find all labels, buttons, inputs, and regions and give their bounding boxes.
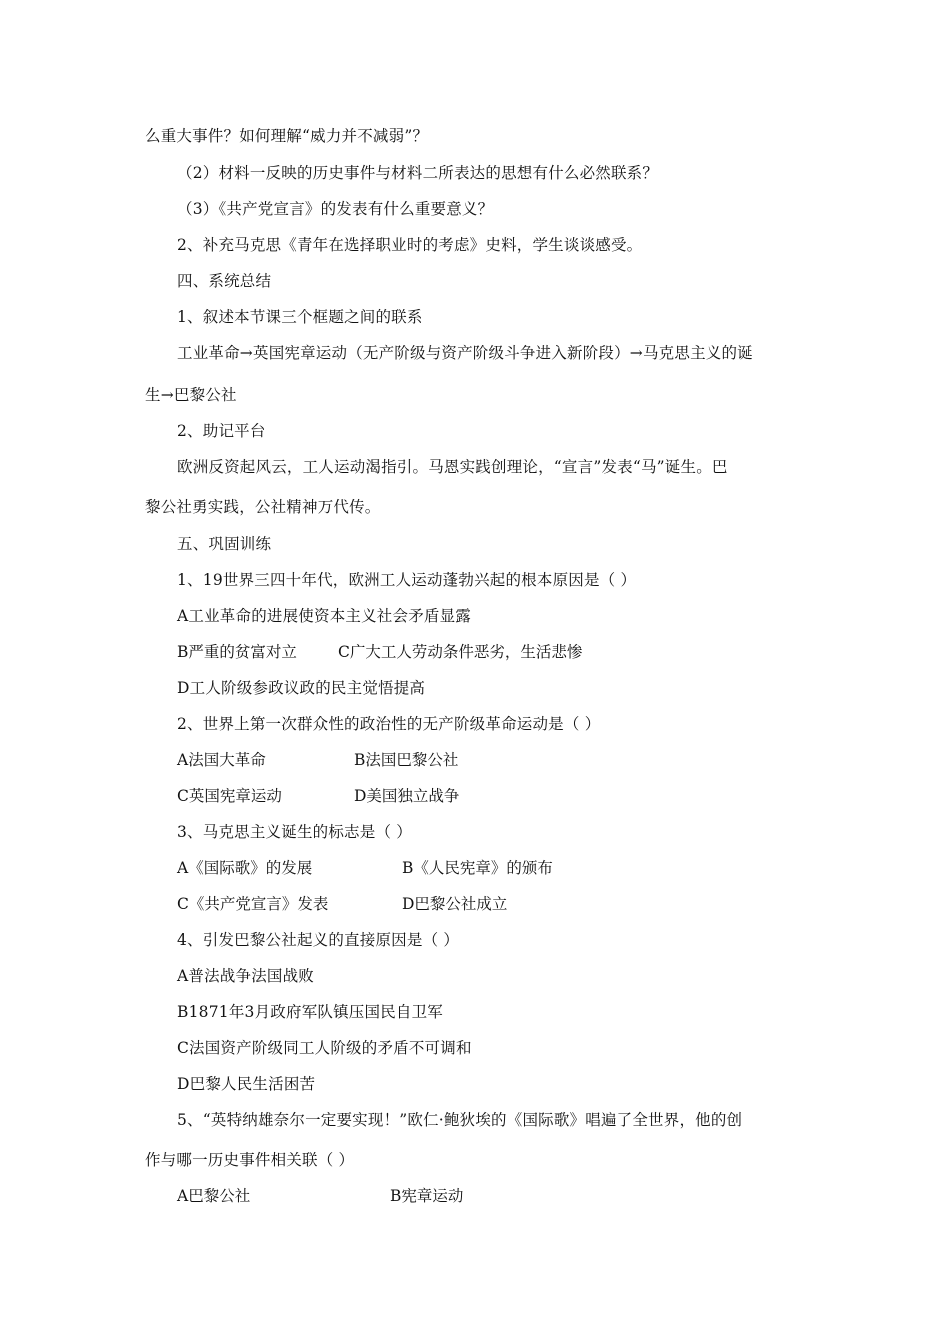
question-2-option-b: B法国巴黎公社 bbox=[354, 751, 459, 769]
question-3-option-a: A《国际歌》的发展 bbox=[177, 859, 313, 877]
text-line-3: （3）《共产党宣言》的发表有什么重要意义？ bbox=[177, 200, 494, 218]
question-4-option-c: C法国资产阶级同工人阶级的矛盾不可调和 bbox=[177, 1039, 472, 1057]
text-line-1: 么重大事件？如何理解“威力并不减弱”？ bbox=[145, 127, 429, 145]
text-line-9: 2、助记平台 bbox=[177, 422, 266, 440]
question-3-option-b: B《人民宪章》的颁布 bbox=[402, 859, 553, 877]
text-line-8: 生→巴黎公社 bbox=[145, 386, 237, 404]
question-5-option-b: B宪章运动 bbox=[390, 1187, 464, 1205]
question-3: 3、马克思主义诞生的标志是（ ） bbox=[177, 823, 412, 841]
text-line-7: 工业革命→英国宪章运动（无产阶级与资产阶级斗争进入新阶段）→马克思主义的诞 bbox=[177, 344, 753, 362]
text-line-6: 1、叙述本节课三个框题之间的联系 bbox=[177, 308, 423, 326]
text-line-2: （2）材料一反映的历史事件与材料二所表达的思想有什么必然联系？ bbox=[177, 164, 659, 182]
question-2: 2、世界上第一次群众性的政治性的无产阶级革命运动是（ ） bbox=[177, 715, 601, 733]
question-1: 1、19世界三四十年代，欧洲工人运动蓬勃兴起的根本原因是（ ） bbox=[177, 571, 637, 589]
question-1-option-b: B严重的贫富对立 bbox=[177, 643, 297, 661]
question-1-option-a: A工业革命的进展使资本主义社会矛盾显露 bbox=[177, 607, 471, 625]
text-line-11: 黎公社勇实践，公社精神万代传。 bbox=[145, 498, 381, 516]
question-2-option-d: D美国独立战争 bbox=[354, 787, 460, 805]
text-line-4: 2、补充马克思《青年在选择职业时的考虑》史料，学生谈谈感受。 bbox=[177, 236, 643, 254]
question-4-option-d: D巴黎人民生活困苦 bbox=[177, 1075, 316, 1093]
question-2-option-a: A法国大革命 bbox=[177, 751, 266, 769]
question-4-option-b: B1871年3月政府军队镇压国民自卫军 bbox=[177, 1003, 443, 1021]
question-4: 4、引发巴黎公社起义的直接原因是（ ） bbox=[177, 931, 460, 949]
question-1-option-d: D工人阶级参政议政的民主觉悟提高 bbox=[177, 679, 426, 697]
question-5-option-a: A巴黎公社 bbox=[177, 1187, 251, 1205]
text-line-10: 欧洲反资起风云，工人运动渴指引。马恩实践创理论，“宣言”发表“马”诞生。巴 bbox=[177, 458, 728, 476]
question-2-option-c: C英国宪章运动 bbox=[177, 787, 282, 805]
question-3-option-d: D巴黎公社成立 bbox=[402, 895, 508, 913]
question-5: 5、“英特纳雄奈尔一定要实现！”欧仁·鲍狄埃的《国际歌》唱遍了全世界，他的创 bbox=[177, 1111, 743, 1129]
question-3-option-c: C《共产党宣言》发表 bbox=[177, 895, 329, 913]
question-5-continued: 作与哪一历史事件相关联（ ） bbox=[145, 1151, 355, 1169]
section-heading-summary: 四、系统总结 bbox=[177, 272, 272, 290]
question-4-option-a: A普法战争法国战败 bbox=[177, 967, 314, 985]
section-heading-practice: 五、巩固训练 bbox=[177, 535, 272, 553]
question-1-option-c: C广大工人劳动条件恶劣，生活悲惨 bbox=[338, 643, 583, 661]
